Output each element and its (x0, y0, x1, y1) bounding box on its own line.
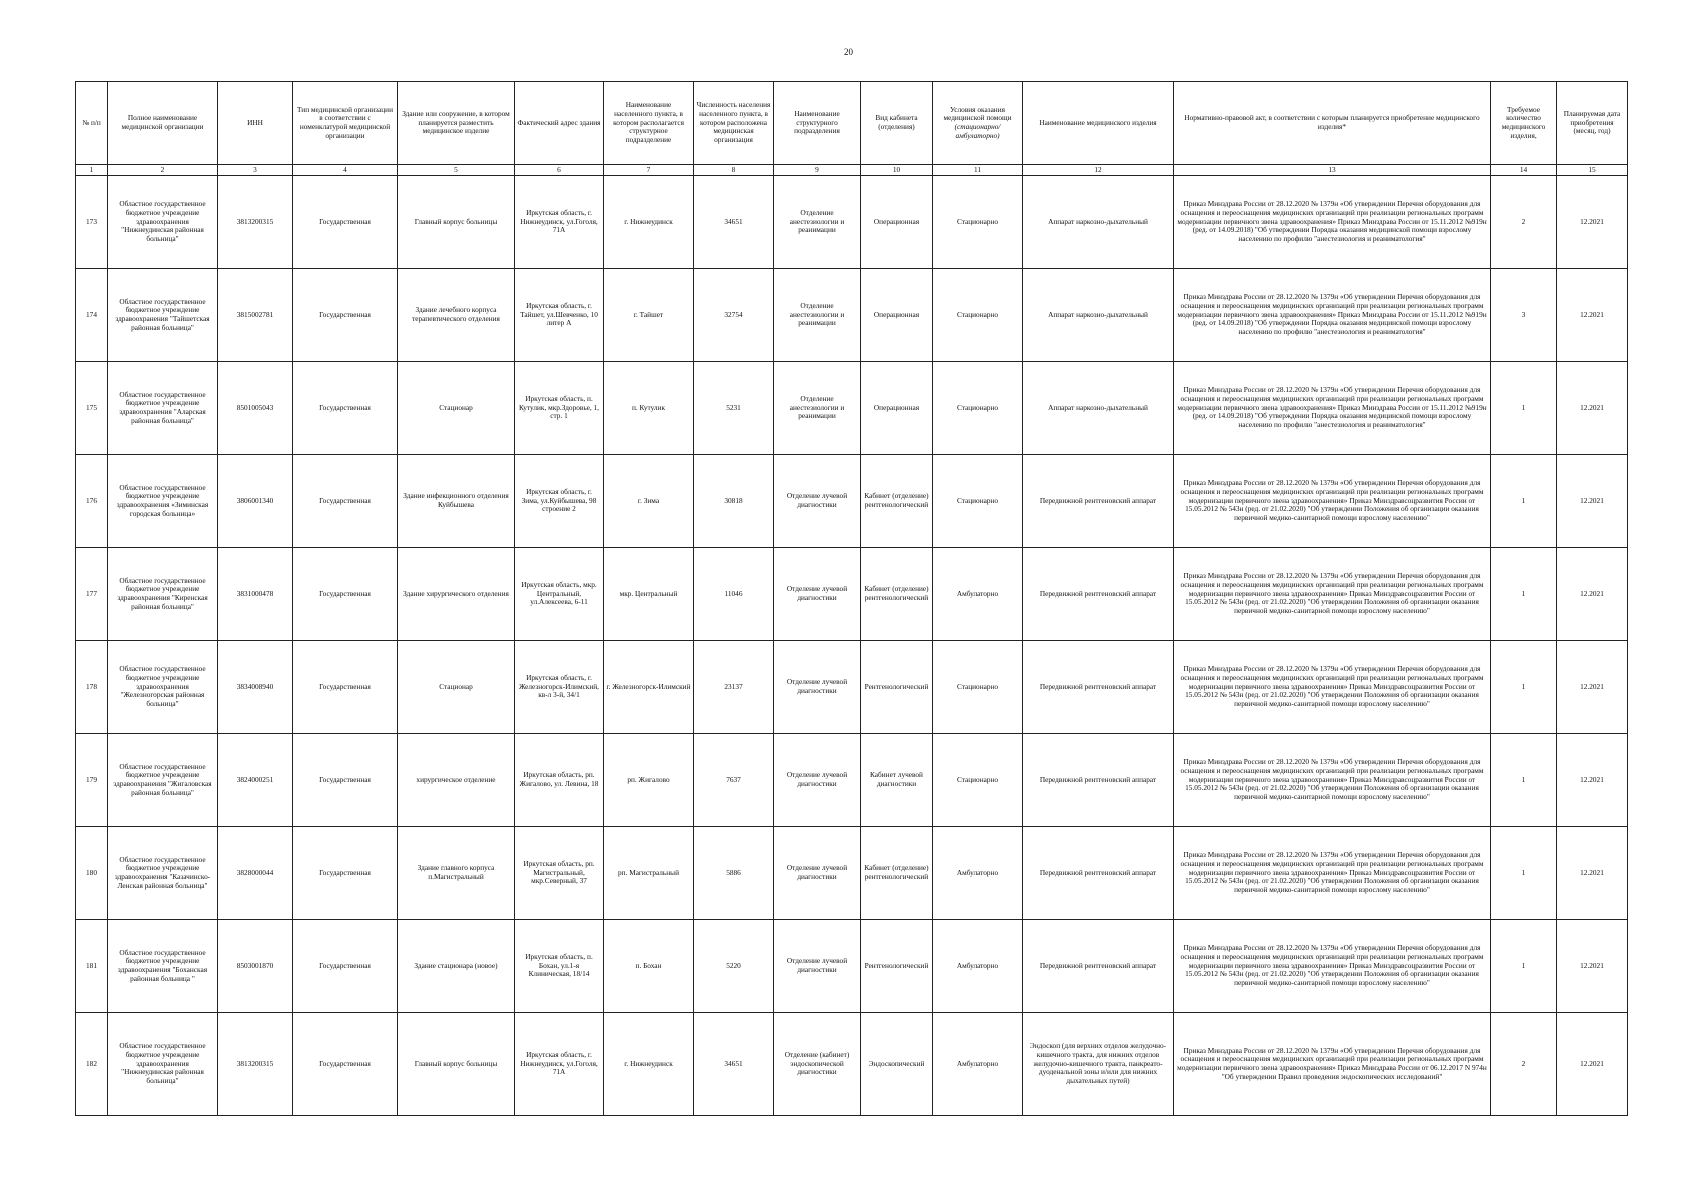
inn: 3831000478 (218, 548, 293, 641)
medical-device: Аппарат наркозно-дыхательный (1023, 269, 1174, 362)
legal-act: Приказ Минздрава России от 28.12.2020 № 1379н «Об утверждении Перечня оборудования для оснащения и переоснащения медицинских организаций при реализации региональных программ модернизации первичного звена здравоохранения» Приказ Минздравсоцразвития России от 15.05.2012 № 543н (ред. от 21.02.2020) "Об утверждении Положения об организации оказания первичной медико-санитарной помощи взрослому населению" (1174, 734, 1491, 827)
care-conditions: Амбулаторно (933, 1013, 1023, 1116)
population: 5220 (694, 920, 774, 1013)
row-number: 175 (76, 362, 108, 455)
inn: 3828000044 (218, 827, 293, 920)
building: Здание лечебного корпуса терапевтического отделения (398, 269, 515, 362)
quantity: 1 (1491, 362, 1557, 455)
inn: 3834008940 (218, 641, 293, 734)
settlement: г. Железногорск-Илимский (604, 641, 694, 734)
organization-name: Областное государственное бюджетное учреждение здравоохранения "Казачинско-Ленская районная больница" (108, 827, 218, 920)
settlement: п. Бохан (604, 920, 694, 1013)
quantity: 1 (1491, 548, 1557, 641)
table-row (76, 455, 1628, 548)
header-cell: № п/п (76, 82, 108, 165)
planned-date: 12.2021 (1557, 1013, 1628, 1116)
planned-date: 12.2021 (1557, 827, 1628, 920)
legal-act: Приказ Минздрава России от 28.12.2020 № 1379н «Об утверждении Перечня оборудования для оснащения и переоснащения медицинских организаций при реализации региональных программ модернизации первичного звена здравоохранения» Приказ Минздрава России от 15.11.2012 №919н (ред. от 14.09.2018) "Об утверждении Порядка оказания медицинской помощи взрослому населению по профилю "анестезиология и реаниматология" (1174, 269, 1491, 362)
settlement: г. Нижнеудинск (604, 1013, 694, 1116)
medical-device: Передвижной рентгеновский аппарат (1023, 827, 1174, 920)
row-number: 173 (76, 176, 108, 269)
structural-unit: Отделение лучевой диагностики (774, 920, 861, 1013)
row-number: 182 (76, 1013, 108, 1116)
care-conditions: Стационарно (933, 641, 1023, 734)
table-row (76, 734, 1628, 827)
inn: 3824000251 (218, 734, 293, 827)
table-header-row (76, 82, 1628, 165)
settlement: рп. Жигалово (604, 734, 694, 827)
column-number: 3 (218, 165, 293, 176)
address: Иркутская область, г. Тайшет, ул.Шевченко, 10 литер А (515, 269, 604, 362)
organization-name: Областное государственное бюджетное учреждение здравоохранения "Жигаловская районная больница" (108, 734, 218, 827)
quantity: 1 (1491, 734, 1557, 827)
row-number: 180 (76, 827, 108, 920)
legal-act: Приказ Минздрава России от 28.12.2020 № 1379н «Об утверждении Перечня оборудования для оснащения и переоснащения медицинских организаций при реализации региональных программ модернизации первичного звена здравоохранения» Приказ Минздравсоцразвития России от 15.05.2012 № 543н (ред. от 21.02.2020) "Об утверждении Положения об организации оказания первичной медико-санитарной помощи взрослому населению" (1174, 641, 1491, 734)
cabinet-type: Кабинет лучевой диагностики (861, 734, 933, 827)
address: Иркутская область, мкр. Центральный, ул.Алексеева, 6-11 (515, 548, 604, 641)
column-number: 5 (398, 165, 515, 176)
planned-date: 12.2021 (1557, 920, 1628, 1013)
structural-unit: Отделение лучевой диагностики (774, 734, 861, 827)
population: 7637 (694, 734, 774, 827)
organization-name: Областное государственное бюджетное учреждение здравоохранения "Нижнеудинская районная больница" (108, 176, 218, 269)
medical-device: Аппарат наркозно-дыхательный (1023, 362, 1174, 455)
header-cell: Тип медицинской организации в соответствии с номенклатурой медицинской организации (293, 82, 398, 165)
population: 5231 (694, 362, 774, 455)
address: Иркутская область, г. Нижнеудинск, ул.Гоголя, 71А (515, 176, 604, 269)
header-cell: ИНН (218, 82, 293, 165)
planned-date: 12.2021 (1557, 362, 1628, 455)
table-body (76, 176, 1628, 1116)
legal-act: Приказ Минздрава России от 28.12.2020 № 1379н «Об утверждении Перечня оборудования для оснащения и переоснащения медицинских организаций при реализации региональных программ модернизации первичного звена здравоохранения» Приказ Минздрава России от 15.11.2012 №919н (ред. от 14.09.2018) "Об утверждении Порядка оказания медицинской помощи взрослому населению по профилю "анестезиология и реаниматология" (1174, 176, 1491, 269)
building: Здание инфекционного отделения Куйбышева (398, 455, 515, 548)
population: 5886 (694, 827, 774, 920)
medical-device: Передвижной рентгеновский аппарат (1023, 641, 1174, 734)
column-number: 9 (774, 165, 861, 176)
legal-act: Приказ Минздрава России от 28.12.2020 № 1379н «Об утверждении Перечня оборудования для оснащения и переоснащения медицинских организаций при реализации региональных программ модернизации первичного звена здравоохранения» Приказ Минздрава России от 06.12.2017 N 974н "Об утверждении Правил проведения эндоскопических исследований" (1174, 1013, 1491, 1116)
table-row (76, 920, 1628, 1013)
organization-type: Государственная (293, 455, 398, 548)
structural-unit: Отделение лучевой диагностики (774, 455, 861, 548)
header-cell: Планируемая дата приобретения (месяц, год) (1557, 82, 1628, 165)
quantity: 1 (1491, 641, 1557, 734)
population: 23137 (694, 641, 774, 734)
building: Здание главного корпуса п.Магистральный (398, 827, 515, 920)
planned-date: 12.2021 (1557, 176, 1628, 269)
column-number: 15 (1557, 165, 1628, 176)
building: Главный корпус больницы (398, 1013, 515, 1116)
building: хирургическое отделение (398, 734, 515, 827)
structural-unit: Отделение лучевой диагностики (774, 548, 861, 641)
column-number: 12 (1023, 165, 1174, 176)
row-number: 176 (76, 455, 108, 548)
inn: 3815002781 (218, 269, 293, 362)
structural-unit: Отделение лучевой диагностики (774, 641, 861, 734)
medical-device: Передвижной рентгеновский аппарат (1023, 920, 1174, 1013)
address: Иркутская область, п. Бохан, ул.1-я Клиническая, 18/14 (515, 920, 604, 1013)
header-cell: Наименование медицинского изделия (1023, 82, 1174, 165)
cabinet-type: Операционная (861, 362, 933, 455)
building: Здание хирургического отделения (398, 548, 515, 641)
row-number: 178 (76, 641, 108, 734)
cabinet-type: Рентгенологический (861, 641, 933, 734)
header-cell: Численность населения населенного пункта, в котором расположена медицинская организация (694, 82, 774, 165)
organization-type: Государственная (293, 641, 398, 734)
cabinet-type: Кабинет (отделение) рентгенологический (861, 455, 933, 548)
row-number: 181 (76, 920, 108, 1013)
table-row (76, 176, 1628, 269)
quantity: 2 (1491, 1013, 1557, 1116)
quantity: 1 (1491, 827, 1557, 920)
address: Иркутская область, п. Кутулик, мкр.Здоровье, 1, стр. 1 (515, 362, 604, 455)
column-number: 6 (515, 165, 604, 176)
table-row (76, 1013, 1628, 1116)
header-cell: Наименование структурного подразделения (774, 82, 861, 165)
settlement: п. Кутулик (604, 362, 694, 455)
care-conditions: Стационарно (933, 269, 1023, 362)
cabinet-type: Кабинет (отделение) рентгенологический (861, 827, 933, 920)
inn: 8503001870 (218, 920, 293, 1013)
header-cell: Фактический адрес здания (515, 82, 604, 165)
medical-device: Аппарат наркозно-дыхательный (1023, 176, 1174, 269)
header-cell: Требуемое количество медицинского изделия, (1491, 82, 1557, 165)
address: Иркутская область, г. Зима, ул.Куйбышева, 98 строение 2 (515, 455, 604, 548)
medical-device: Передвижной рентгеновский аппарат (1023, 548, 1174, 641)
row-number: 174 (76, 269, 108, 362)
legal-act: Приказ Минздрава России от 28.12.2020 № 1379н «Об утверждении Перечня оборудования для оснащения и переоснащения медицинских организаций при реализации региональных программ модернизации первичного звена здравоохранения» Приказ Минздрава России от 15.11.2012 №919н (ред. от 14.09.2018) "Об утверждении Порядка оказания медицинской помощи взрослому населению по профилю "анестезиология и реаниматология" (1174, 362, 1491, 455)
cabinet-type: Операционная (861, 269, 933, 362)
legal-act: Приказ Минздрава России от 28.12.2020 № 1379н «Об утверждении Перечня оборудования для оснащения и переоснащения медицинских организаций при реализации региональных программ модернизации первичного звена здравоохранения» Приказ Минздравсоцразвития России от 15.05.2012 № 543н (ред. от 21.02.2020) "Об утверждении Положения об организации оказания первичной медико-санитарной помощи взрослому населению" (1174, 548, 1491, 641)
quantity: 3 (1491, 269, 1557, 362)
organization-name: Областное государственное бюджетное учреждение здравоохранения «Зиминская городская больница» (108, 455, 218, 548)
care-conditions: Амбулаторно (933, 827, 1023, 920)
settlement: г. Нижнеудинск (604, 176, 694, 269)
medical-device: Передвижной рентгеновский аппарат (1023, 734, 1174, 827)
row-number: 177 (76, 548, 108, 641)
organization-name: Областное государственное бюджетное учреждение здравоохранения "Боханская районная больница " (108, 920, 218, 1013)
page-number: 20 (844, 47, 853, 57)
organization-type: Государственная (293, 362, 398, 455)
row-number: 179 (76, 734, 108, 827)
quantity: 1 (1491, 455, 1557, 548)
address: Иркутская область, г. Нижнеудинск, ул.Гоголя, 71А (515, 1013, 604, 1116)
header-cell (933, 82, 1023, 165)
column-number: 8 (694, 165, 774, 176)
header-cell: Вид кабинета (отделения) (861, 82, 933, 165)
medical-device: Эндоскоп (для верхних отделов желудочно-кишечного тракта, для нижних отделов желудочно-кишечного тракта, панкреато-дуоденальной зоны и/или для нижних дыхательных путей) (1023, 1013, 1174, 1116)
population: 34651 (694, 176, 774, 269)
organization-name: Областное государственное бюджетное учреждение здравоохранения "Киренская районная больница" (108, 548, 218, 641)
planned-date: 12.2021 (1557, 548, 1628, 641)
legal-act: Приказ Минздрава России от 28.12.2020 № 1379н «Об утверждении Перечня оборудования для оснащения и переоснащения медицинских организаций при реализации региональных программ модернизации первичного звена здравоохранения» Приказ Минздравсоцразвития России от 15.05.2012 № 543н (ред. от 21.02.2020) "Об утверждении Положения об организации оказания первичной медико-санитарной помощи взрослому населению" (1174, 455, 1491, 548)
planned-date: 12.2021 (1557, 641, 1628, 734)
population: 30818 (694, 455, 774, 548)
quantity: 2 (1491, 176, 1557, 269)
inn: 3813200315 (218, 176, 293, 269)
column-number: 10 (861, 165, 933, 176)
equipment-table (75, 81, 1628, 1116)
column-number: 11 (933, 165, 1023, 176)
structural-unit: Отделение лучевой диагностики (774, 827, 861, 920)
organization-type: Государственная (293, 1013, 398, 1116)
settlement: рп. Магистральный (604, 827, 694, 920)
organization-type: Государственная (293, 548, 398, 641)
organization-name: Областное государственное бюджетное учреждение здравоохранения "Железногорская районная больница" (108, 641, 218, 734)
header-conditions-text: Условия оказания медицинской помощи (943, 104, 1012, 123)
column-number: 7 (604, 165, 694, 176)
structural-unit: Отделение анестезиологии и реанимации (774, 176, 861, 269)
building: Главный корпус больницы (398, 176, 515, 269)
table-row (76, 362, 1628, 455)
header-cell: Полное наименование медицинской организации (108, 82, 218, 165)
address: Иркутская область, г. Железногорск-Илимский, кв-л 3-й, 34/1 (515, 641, 604, 734)
organization-name: Областное государственное бюджетное учреждение здравоохранения "Аларская районная больница" (108, 362, 218, 455)
organization-type: Государственная (293, 176, 398, 269)
settlement: г. Зима (604, 455, 694, 548)
cabinet-type: Эндоскопический (861, 1013, 933, 1116)
inn: 8501005043 (218, 362, 293, 455)
header-cell: Здание или сооружение, в котором планируется разместить медицинское изделие (398, 82, 515, 165)
address: Иркутская область, рп. Жигалово, ул. Левина, 18 (515, 734, 604, 827)
inn: 3806001340 (218, 455, 293, 548)
legal-act: Приказ Минздрава России от 28.12.2020 № 1379н «Об утверждении Перечня оборудования для оснащения и переоснащения медицинских организаций при реализации региональных программ модернизации первичного звена здравоохранения» Приказ Минздравсоцразвития России от 15.05.2012 № 543н (ред. от 21.02.2020) "Об утверждении Положения об организации оказания первичной медико-санитарной помощи взрослому населению" (1174, 920, 1491, 1013)
header-cell: Нормативно-правовой акт, в соответствии с которым планируется приобретение медицинского изделия* (1174, 82, 1491, 165)
table-row (76, 641, 1628, 734)
planned-date: 12.2021 (1557, 455, 1628, 548)
care-conditions: Амбулаторно (933, 920, 1023, 1013)
planned-date: 12.2021 (1557, 269, 1628, 362)
header-cell: Наименование населенного пункта, в котором располагается структурное подразделение (604, 82, 694, 165)
column-number: 2 (108, 165, 218, 176)
structural-unit: Отделение анестезиологии и реанимации (774, 362, 861, 455)
planned-date: 12.2021 (1557, 734, 1628, 827)
building: Стационар (398, 362, 515, 455)
legal-act: Приказ Минздрава России от 28.12.2020 № 1379н «Об утверждении Перечня оборудования для оснащения и переоснащения медицинских организаций при реализации региональных программ модернизации первичного звена здравоохранения» Приказ Минздравсоцразвития России от 15.05.2012 № 543н (ред. от 21.02.2020) "Об утверждении Положения об организации оказания первичной медико-санитарной помощи взрослому населению" (1174, 827, 1491, 920)
column-number: 14 (1491, 165, 1557, 176)
cabinet-type: Кабинет (отделение) рентгенологический (861, 548, 933, 641)
cabinet-type: Рентгенологический (861, 920, 933, 1013)
organization-name: Областное государственное бюджетное учреждение здравоохранения "Нижнеудинская районная больница" (108, 1013, 218, 1116)
column-number: 4 (293, 165, 398, 176)
population: 34651 (694, 1013, 774, 1116)
care-conditions: Стационарно (933, 176, 1023, 269)
care-conditions: Стационарно (933, 455, 1023, 548)
cabinet-type: Операционная (861, 176, 933, 269)
table-row (76, 827, 1628, 920)
population: 32754 (694, 269, 774, 362)
care-conditions: Стационарно (933, 362, 1023, 455)
structural-unit: Отделение (кабинет) эндоскопической диагностики (774, 1013, 861, 1116)
column-number-row (76, 165, 1628, 176)
header-conditions-italic: (стационарно/амбулаторно) (954, 122, 1001, 140)
building: Здание стационара (новое) (398, 920, 515, 1013)
column-number: 1 (76, 165, 108, 176)
organization-type: Государственная (293, 920, 398, 1013)
settlement: мкр. Центральный (604, 548, 694, 641)
organization-type: Государственная (293, 269, 398, 362)
building: Стационар (398, 641, 515, 734)
population: 11046 (694, 548, 774, 641)
column-number: 13 (1174, 165, 1491, 176)
quantity: 1 (1491, 920, 1557, 1013)
inn: 3813200315 (218, 1013, 293, 1116)
care-conditions: Амбулаторно (933, 548, 1023, 641)
organization-type: Государственная (293, 827, 398, 920)
structural-unit: Отделение анестезиологии и реанимации (774, 269, 861, 362)
medical-device: Передвижной рентгеновский аппарат (1023, 455, 1174, 548)
table-row (76, 548, 1628, 641)
address: Иркутская область, рп. Магистральный, мкр.Северный, 37 (515, 827, 604, 920)
organization-name: Областное государственное бюджетное учреждение здравоохранения "Тайшетская районная больница" (108, 269, 218, 362)
settlement: г. Тайшет (604, 269, 694, 362)
table-row (76, 269, 1628, 362)
care-conditions: Стационарно (933, 734, 1023, 827)
organization-type: Государственная (293, 734, 398, 827)
